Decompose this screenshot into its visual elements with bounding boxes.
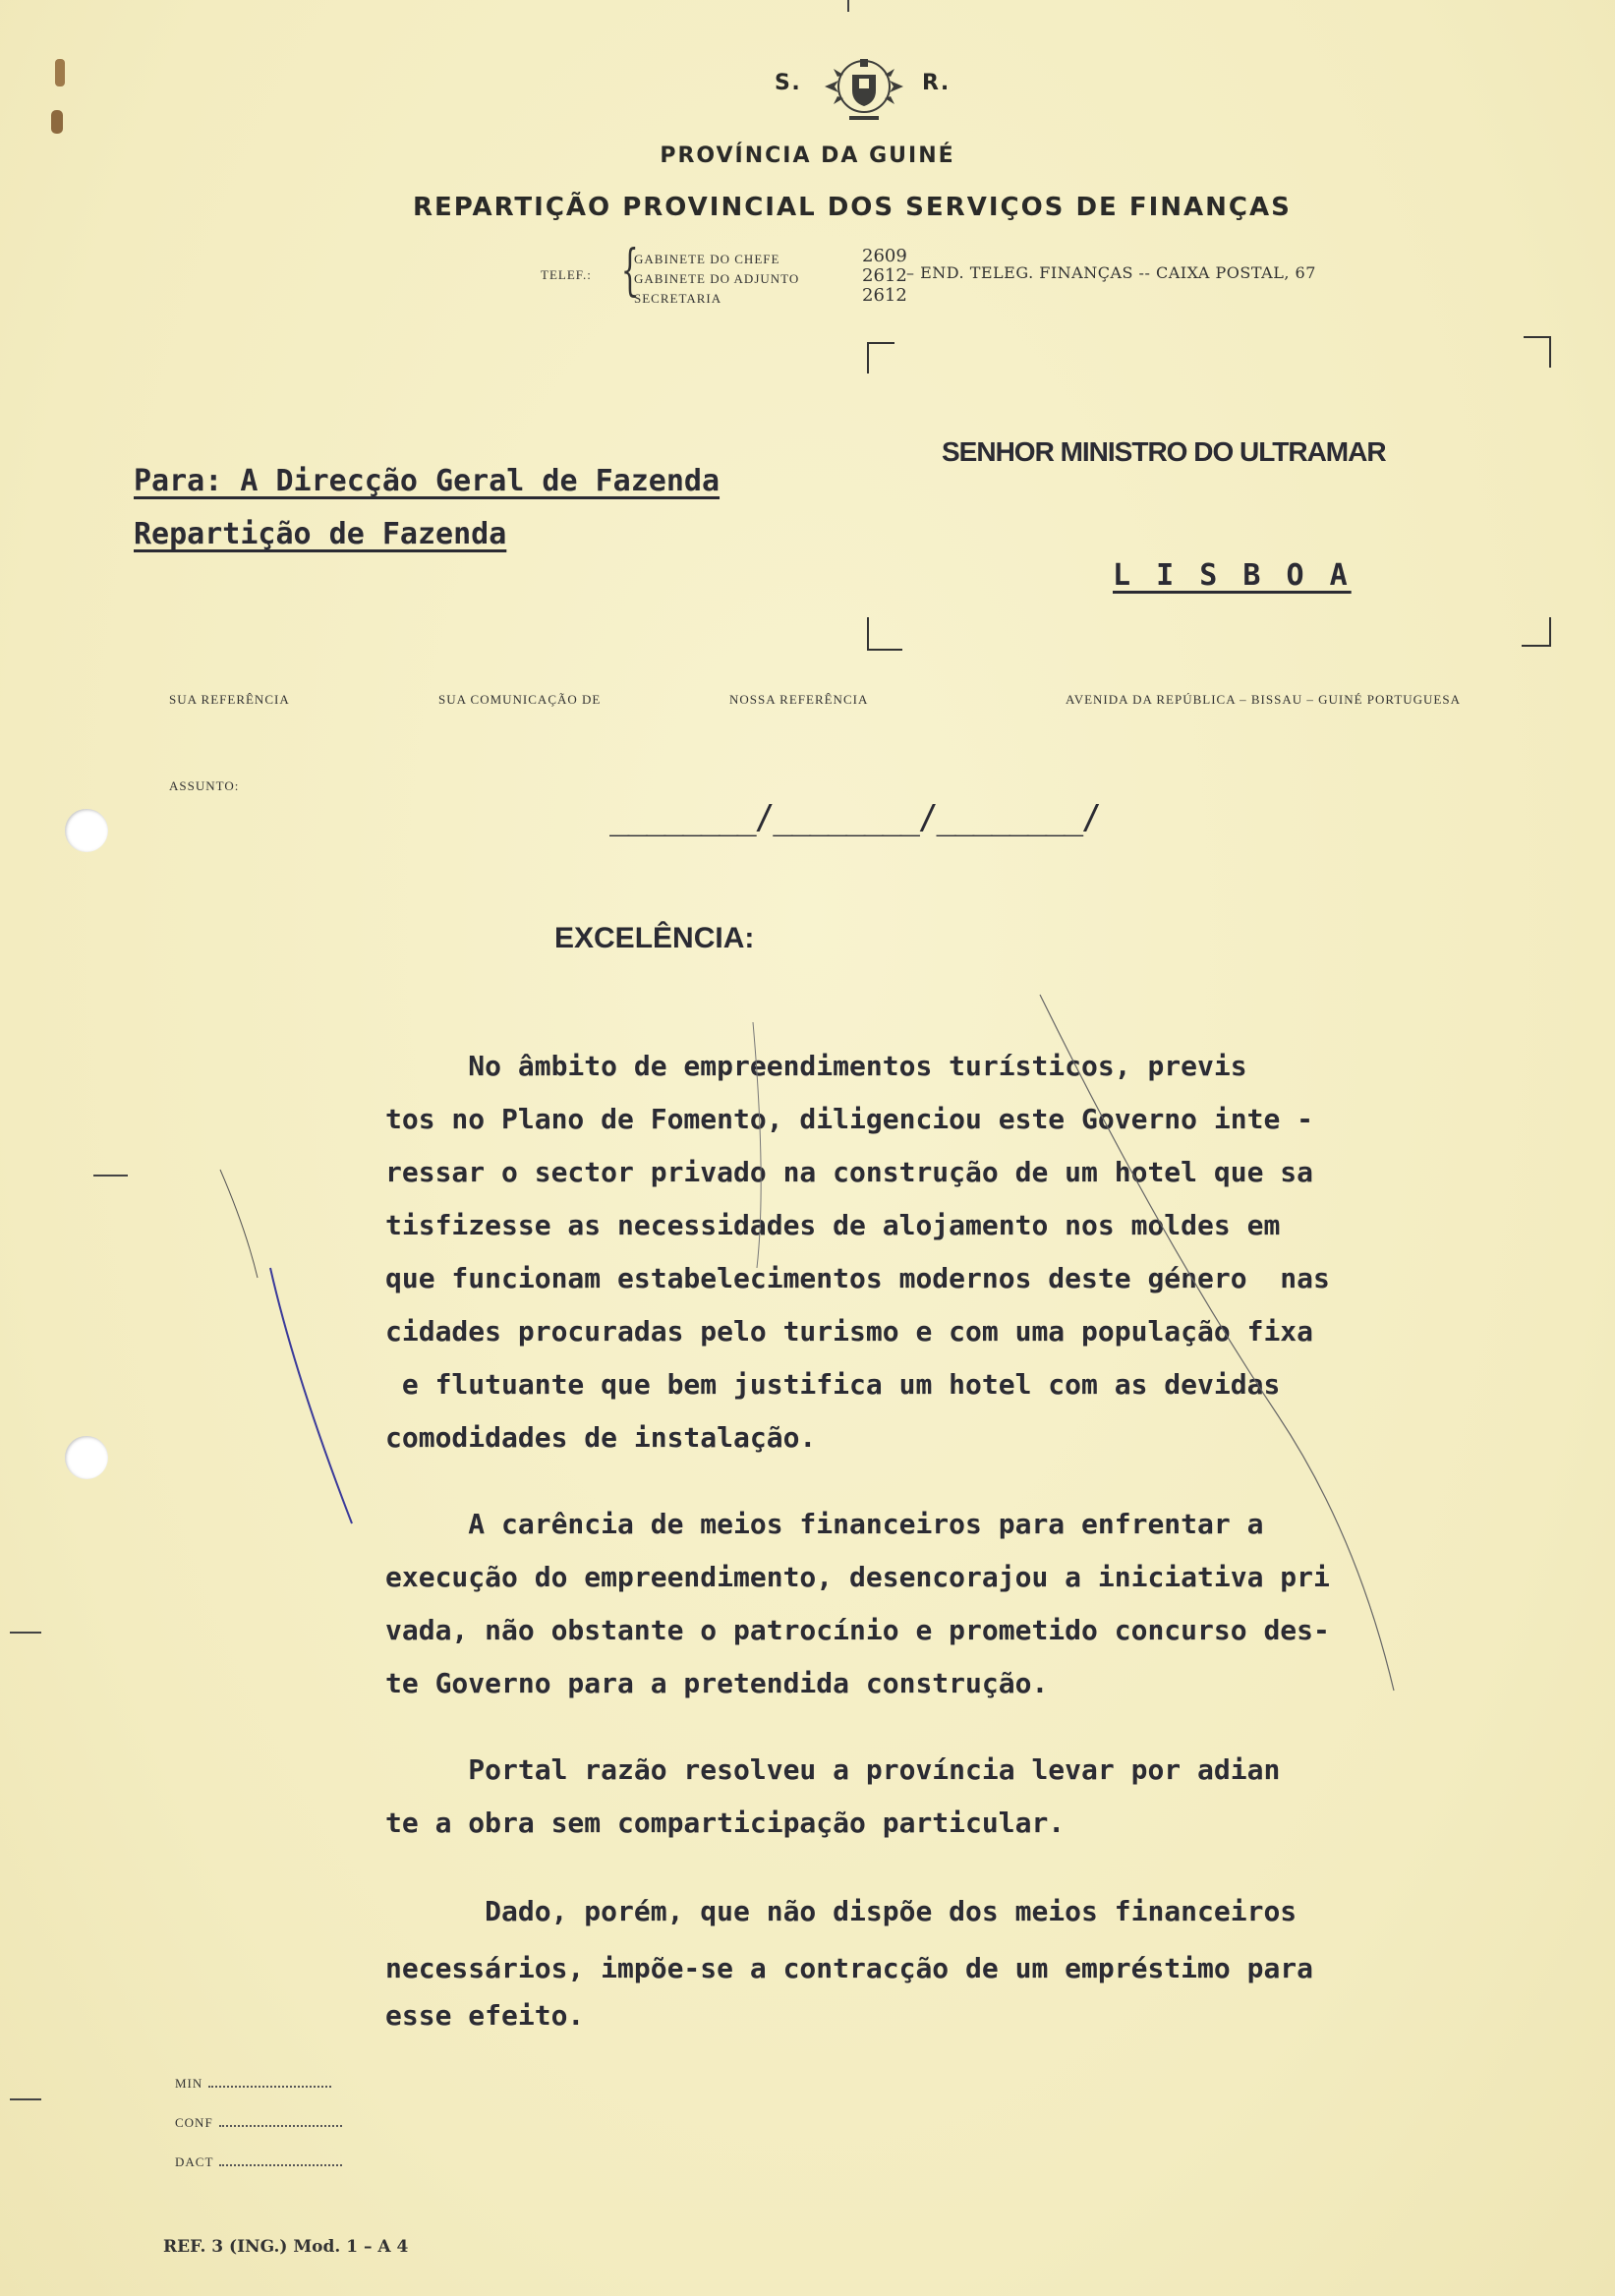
sua-referencia-label: SUA REFERÊNCIA (169, 692, 290, 707)
header-left-letter: S. (775, 71, 802, 95)
sua-comunicacao-label: SUA COMUNICAÇÃO DE (438, 692, 602, 707)
footer-dact-dots (219, 2164, 342, 2166)
body-line: vada, não obstante o patrocínio e prometido concurso des- (385, 1614, 1330, 1646)
recipient-city: L I S B O A (1113, 558, 1352, 593)
phone-number-secretaria: 2612 (862, 285, 907, 306)
body-line: Portal razão resolveu a província levar por adian (385, 1753, 1281, 1786)
body-line: A carência de meios financeiros para enfrentar a (385, 1508, 1264, 1540)
salutation: EXCELÊNCIA: (554, 922, 755, 954)
footer-min-label: MIN (175, 2076, 203, 2091)
body-line: e flutuante que bem justifica um hotel com as devidas (385, 1368, 1281, 1401)
body-line: te a obra sem comparticipação particular. (385, 1807, 1066, 1839)
para-line-2: Repartição de Fazenda (134, 517, 507, 551)
phone-label-secretaria: SECRETARIA (634, 291, 722, 306)
body-line: tos no Plano de Fomento, diligenciou este Governo inte - (385, 1103, 1314, 1135)
department-title: REPARTIÇÃO PROVINCIAL DOS SERVIÇOS DE FINANÇAS (413, 193, 1292, 222)
recipient-name: SENHOR MINISTRO DO ULTRAMAR (942, 436, 1386, 467)
avenida-label: AVENIDA DA REPÚBLICA – BISSAU – GUINÉ PORTUGUESA (1066, 692, 1461, 707)
footer-dact (175, 2154, 342, 2170)
body-line: tisfizesse as necessidades de alojamento nos moldes em (385, 1209, 1281, 1241)
assunto-label: ASSUNTO: (169, 778, 240, 793)
footer-conf-label: CONF (175, 2115, 213, 2130)
body-line: comodidades de instalação. (385, 1421, 817, 1454)
telef-brace: { (620, 239, 639, 303)
footer-conf (175, 2115, 342, 2131)
footer-min (175, 2076, 331, 2092)
para-line-1: Para: A Direcção Geral de Fazenda (134, 464, 721, 498)
date-line: ________/________/________/ (609, 798, 1100, 837)
footer-dact-label: DACT (175, 2154, 214, 2169)
footer-min-dots (208, 2086, 331, 2088)
phone-number-adjunto: 2612 (862, 265, 907, 286)
province-title: PROVÍNCIA DA GUINÉ (660, 144, 955, 168)
phone-label-chefe: GABINETE DO CHEFE (634, 252, 780, 266)
telef-label: TELEF.: (541, 267, 592, 282)
header-right-letter: R. (922, 71, 951, 95)
body-line: ressar o sector privado na construção de um hotel que sa (385, 1156, 1314, 1188)
form-reference: REF. 3 (ING.) Mod. 1 – A 4 (163, 2237, 409, 2257)
body-line: No âmbito de empreendimentos turísticos, previs (385, 1050, 1247, 1082)
contact-line: – END. TELEG. FINANÇAS -- CAIXA POSTAL, 67 (906, 263, 1316, 282)
body-line: esse efeito. (385, 1999, 585, 2032)
body-line: execução do empreendimento, desencorajou a iniciativa pri (385, 1561, 1330, 1593)
phone-number-chefe: 2609 (862, 246, 907, 266)
nossa-referencia-label: NOSSA REFERÊNCIA (729, 692, 869, 707)
body-line: necessários, impõe-se a contracção de um empréstimo para (385, 1952, 1314, 1984)
body-line: te Governo para a pretendida construção. (385, 1667, 1049, 1699)
phone-label-adjunto: GABINETE DO ADJUNTO (634, 271, 800, 286)
body-line: cidades procuradas pelo turismo e com uma população fixa (385, 1315, 1314, 1348)
body-line: Dado, porém, que não dispõe dos meios financeiros (385, 1895, 1298, 1927)
body-line: que funcionam estabelecimentos modernos deste género nas (385, 1262, 1330, 1294)
footer-conf-dots (219, 2125, 342, 2127)
